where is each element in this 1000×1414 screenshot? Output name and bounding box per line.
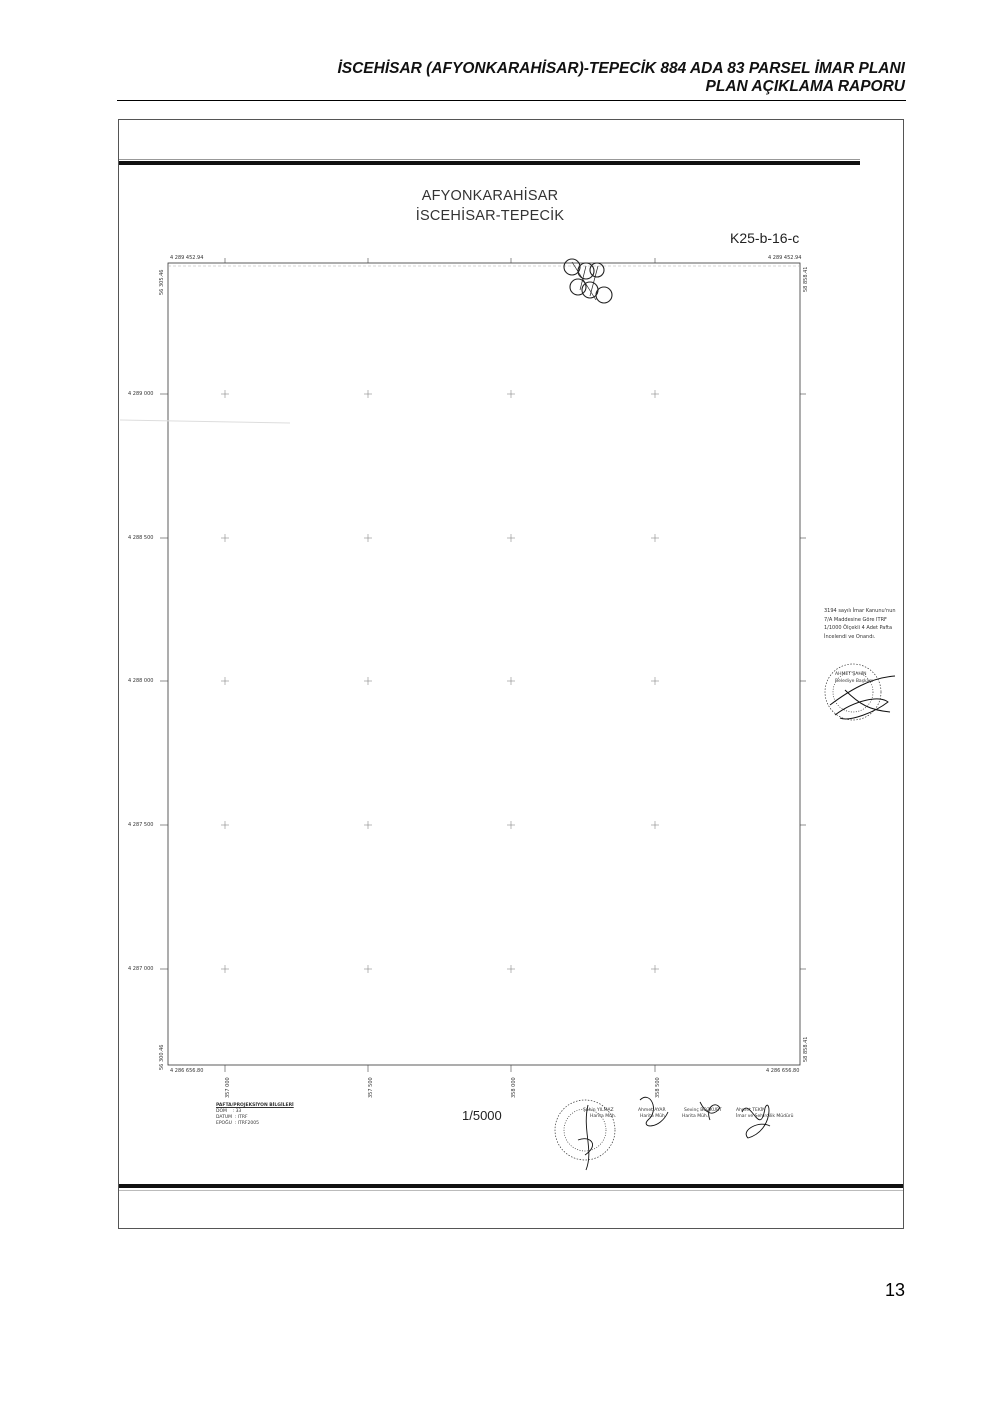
legend-row: DATUM : ITRF <box>216 1115 248 1120</box>
legend-title: PAFTA/PROJEKSİYON BİLGİLERİ <box>216 1103 294 1108</box>
legend-row: EPOĞU : ITRF2005 <box>216 1121 259 1126</box>
corner-bottom-left: 4 286 656.80 <box>170 1068 204 1074</box>
signatory-title: Harita Müh. <box>682 1114 709 1119</box>
approval-line: 1/1000 Ölçekli 4 Adet Pafta <box>824 625 893 631</box>
x-label: 358 000 <box>511 1077 517 1098</box>
vertical-left-bottom: 56 300.46 <box>159 1044 165 1070</box>
grid-crosses <box>221 390 659 973</box>
map-title-location: İSCEHİSAR-TEPECİK <box>415 208 565 224</box>
corner-top-right: 4 289 452.94 <box>768 255 802 261</box>
map-scale: 1/5000 <box>462 1108 502 1123</box>
vertical-right-top: 58 858.41 <box>803 266 809 292</box>
signatory-name: Şahin YILMAZ <box>583 1108 614 1113</box>
signatory-name: Ahmet AYAR <box>638 1108 666 1113</box>
signatory-title: Harita Müh. <box>640 1114 667 1119</box>
approval-line: 7/A Maddesine Göre ITRF <box>824 616 887 623</box>
approval-note <box>824 607 896 641</box>
corner-bottom-right: 4 286 656.80 <box>766 1068 800 1074</box>
vertical-right-bottom: 58 858.41 <box>803 1036 809 1062</box>
projection-legend <box>216 1103 294 1127</box>
signatory-name: Ahmet TEKİN <box>736 1108 766 1113</box>
approver-title: Belediye Başkanı <box>835 679 874 684</box>
y-label: 4 288 500 <box>128 535 154 541</box>
x-tick-marks <box>225 258 655 1072</box>
signatory-name: Sevinç BOZKURT <box>684 1108 722 1113</box>
x-label: 358 500 <box>655 1077 661 1098</box>
signatory-title: Harita Müh. <box>590 1114 617 1119</box>
x-label: 357 000 <box>225 1077 231 1098</box>
map-title-province: AFYONKARAHİSAR <box>421 188 559 204</box>
approval-line: 3194 sayılı İmar Kanunu'nun <box>824 608 896 614</box>
approval-line: İncelendi ve Onandı. <box>824 633 876 640</box>
y-label: 4 289 000 <box>128 391 154 397</box>
y-label: 4 287 500 <box>128 822 154 828</box>
y-label: 4 287 000 <box>128 966 154 972</box>
approver-name: AHMET ŞAHİN <box>835 672 867 677</box>
header-line-1: İSCEHİSAR (AFYONKARAHİSAR)-TEPECİK 884 ADA 83 PARSEL İMAR PLANI <box>337 60 905 77</box>
sheet-code: K25-b-16-c <box>730 230 800 246</box>
y-label: 4 288 000 <box>128 678 154 684</box>
signatory-title: İmar ve Şehircilik Müdürü <box>736 1114 794 1119</box>
x-label: 357 500 <box>368 1077 374 1098</box>
vertical-left-top: 56 305.46 <box>159 269 165 295</box>
header-line-2: PLAN AÇIKLAMA RAPORU <box>705 78 905 95</box>
y-tick-marks <box>160 394 806 969</box>
parcel-circles <box>564 259 612 303</box>
page-number: 13 <box>884 1280 905 1300</box>
corner-top-left: 4 289 452.94 <box>170 255 204 261</box>
legend-row: DOM : 33 <box>216 1109 242 1114</box>
map-neatline <box>168 263 800 1065</box>
